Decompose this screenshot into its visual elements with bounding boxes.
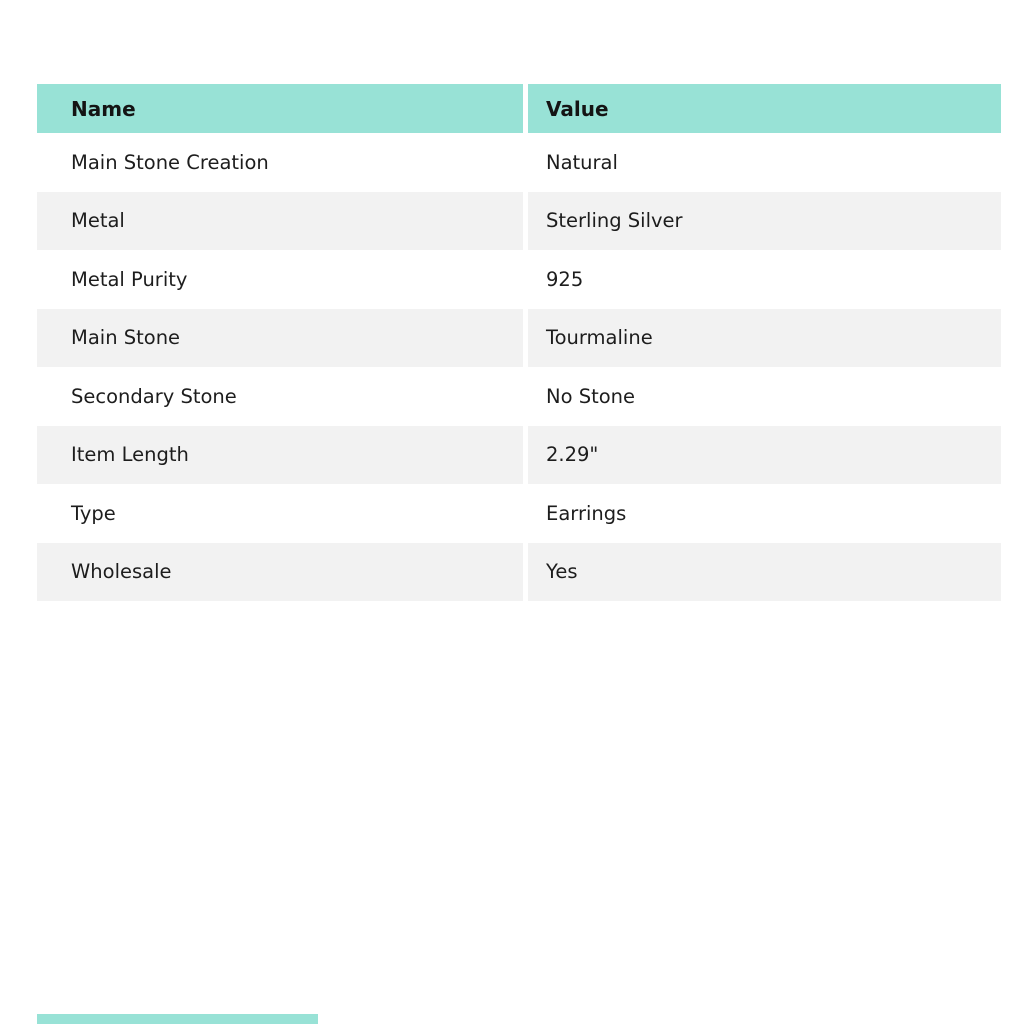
row-name-cell: Main Stone	[37, 309, 523, 368]
table-row	[37, 426, 1001, 485]
row-name-cell: Secondary Stone	[37, 367, 523, 426]
table-row	[37, 367, 1001, 426]
row-name-cell: Type	[37, 484, 523, 543]
table-body	[37, 133, 1001, 601]
row-name-cell: Metal Purity	[37, 250, 523, 309]
next-table-header-partial	[37, 1014, 318, 1024]
product-spec-table	[37, 84, 1001, 601]
row-value-cell: Tourmaline	[528, 309, 1001, 368]
column-header-name: Name	[37, 84, 523, 133]
table-row	[37, 543, 1001, 602]
column-header-value: Value	[528, 84, 1001, 133]
row-value-cell: Natural	[528, 133, 1001, 192]
table-row	[37, 484, 1001, 543]
row-name-cell: Wholesale	[37, 543, 523, 602]
table-row	[37, 250, 1001, 309]
row-name-cell: Main Stone Creation	[37, 133, 523, 192]
row-value-cell: Earrings	[528, 484, 1001, 543]
table-row	[37, 192, 1001, 251]
row-name-cell: Item Length	[37, 426, 523, 485]
row-value-cell: No Stone	[528, 367, 1001, 426]
table-row	[37, 309, 1001, 368]
row-value-cell: 925	[528, 250, 1001, 309]
row-value-cell: 2.29"	[528, 426, 1001, 485]
table-header-row	[37, 84, 1001, 133]
row-value-cell: Sterling Silver	[528, 192, 1001, 251]
table-row	[37, 133, 1001, 192]
row-name-cell: Metal	[37, 192, 523, 251]
row-value-cell: Yes	[528, 543, 1001, 602]
